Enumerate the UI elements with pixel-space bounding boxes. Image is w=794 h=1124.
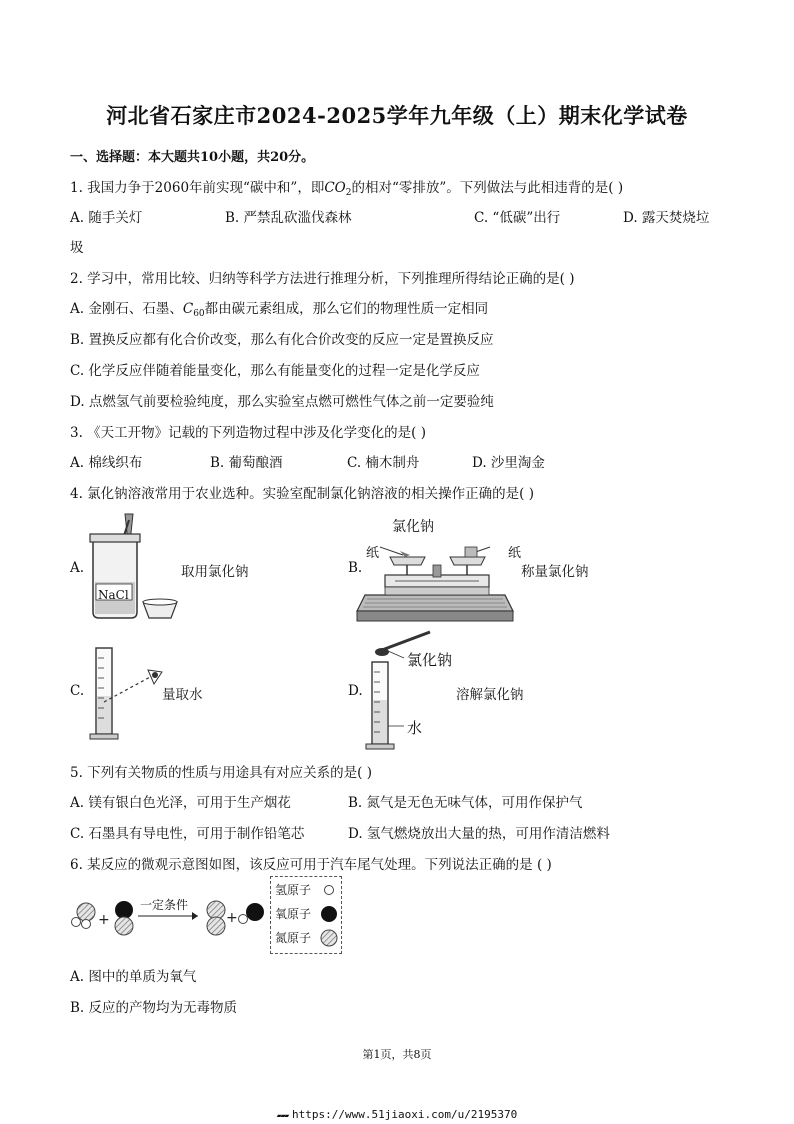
nacl-bottle-label: NaCl — [98, 588, 129, 602]
section-heading: 一、选择题：本大题共10小题，共20分。 — [70, 150, 315, 165]
q1-option-b: B. 严禁乱砍滥伐森林 — [225, 210, 352, 226]
page-footer: 第1页，共8页 — [362, 1048, 432, 1061]
c60-subscript: 60 — [193, 309, 205, 319]
q5-option-b: B. 氮气是无色无味气体，可用作保护气 — [348, 795, 583, 811]
legend-nitrogen — [275, 929, 311, 946]
legend-atom-symbols — [319, 879, 339, 951]
q4-option-a-caption: 取用氯化钠 — [181, 564, 249, 580]
balance-paper-left: 纸 — [366, 546, 380, 561]
co2-formula: CO — [324, 180, 346, 196]
watermark-logo-icon: ▰▰▰ — [276, 1111, 293, 1120]
q1-option-d-continued: 圾 — [70, 240, 84, 256]
question-1-stem — [70, 176, 623, 198]
source-url-text[interactable]: https://www.51jiaoxi.com/u/2195370 — [292, 1108, 518, 1121]
q2-a-part: A. 金刚石、石墨、 — [70, 301, 183, 317]
question-4-stem: 4. 氯化钠溶液常用于农业选种。实验室配制氯化钠溶液的相关操作正确的是( ) — [70, 486, 534, 502]
q1-stem-part: 1. 我国力争于2060年前实现“碳中和”，即 — [70, 180, 325, 196]
q2-option-b: B. 置换反应都有化合价改变，那么有化合价改变的反应一定是置换反应 — [70, 332, 494, 348]
question-5-stem: 5. 下列有关物质的性质与用途具有对应关系的是( ) — [70, 765, 372, 781]
exam-title: 河北省石家庄市2024-2025学年九年级（上）期末化学试卷 — [106, 103, 688, 128]
question-3-stem: 3. 《天工开物》记载的下列造物过程中涉及化学变化的是( ) — [70, 425, 426, 441]
atom-legend — [270, 876, 342, 954]
svg-text:+: + — [226, 910, 238, 926]
co2-subscript: 2 — [345, 188, 352, 198]
graduated-cylinder-c-figure — [88, 644, 168, 744]
q6-option-a: A. 图中的单质为氧气 — [70, 969, 197, 985]
balance-figure — [355, 535, 515, 630]
q4-option-a-label: A. — [70, 560, 85, 576]
q2-option-d: D. 点燃氢气前要检验纯度，那么实验室点燃可燃性气体之前一定要验纯 — [70, 394, 494, 410]
q5-option-c: C. 石墨具有导电性，可用于制作铅笔芯 — [70, 826, 305, 842]
q2-option-c: C. 化学反应伴随着能量变化，那么有能量变化的过程一定是化学反应 — [70, 363, 480, 379]
svg-text:+: + — [98, 912, 110, 928]
c60-formula: C — [182, 301, 194, 317]
q3-option-c: C. 楠木制舟 — [347, 455, 420, 471]
question-2-stem: 2. 学习中，常用比较、归纳等科学方法进行推理分析，下列推理所得结论正确的是( ) — [70, 271, 575, 287]
legend-oxygen — [275, 905, 311, 922]
cylinder-nacl-label: 氯化钠 — [407, 651, 453, 669]
legend-oxygen-label: 氧原子 — [275, 907, 312, 921]
balance-top-label: 氯化钠 — [392, 519, 434, 535]
source-url[interactable] — [0, 1108, 794, 1121]
q1-option-c: C. “低碳”出行 — [474, 210, 561, 226]
legend-hydrogen — [275, 881, 311, 898]
q4-option-b-label: B. — [348, 560, 363, 576]
q2-option-a — [70, 297, 488, 319]
q5-option-d: D. 氢气燃烧放出大量的热，可用作清洁燃料 — [348, 826, 610, 842]
q1-option-a: A. 随手关灯 — [70, 210, 143, 226]
legend-hydrogen-label: 氢原子 — [275, 883, 312, 897]
q4-option-d-label: D. — [348, 683, 363, 699]
q3-option-b: B. 葡萄酿酒 — [210, 455, 283, 471]
q3-option-a: A. 棉线织布 — [70, 455, 143, 471]
nacl-bottle-figure — [85, 512, 190, 622]
question-6-stem: 6. 某反应的微观示意图如图，该反应可用于汽车尾气处理。下列说法正确的是 ( ) — [70, 857, 552, 873]
cylinder-water-label: 水 — [407, 719, 423, 737]
q1-stem-part: 的相对“零排放”。下列做法与此相违背的是( ) — [351, 180, 624, 196]
balance-paper-right: 纸 — [508, 546, 522, 561]
reaction-condition-label: 一定条件 — [140, 898, 189, 912]
legend-nitrogen-label: 氮原子 — [275, 931, 312, 945]
q4-option-c-caption: 量取水 — [162, 687, 203, 703]
q6-option-b: B. 反应的产物均为无毒物质 — [70, 1000, 238, 1016]
q4-option-c-label: C. — [70, 683, 85, 699]
q2-a-part: 都由碳元素组成，那么它们的物理性质一定相同 — [204, 301, 489, 317]
q4-option-d-caption: 溶解氯化钠 — [456, 687, 524, 703]
q1-option-d: D. 露天焚烧垃 — [623, 210, 710, 226]
q4-option-b-caption: 称量氯化钠 — [521, 564, 589, 580]
graduated-cylinder-d-figure — [362, 630, 437, 750]
q3-option-d: D. 沙里淘金 — [472, 455, 545, 471]
q5-option-a: A. 镁有银白色光泽，可用于生产烟花 — [70, 795, 291, 811]
